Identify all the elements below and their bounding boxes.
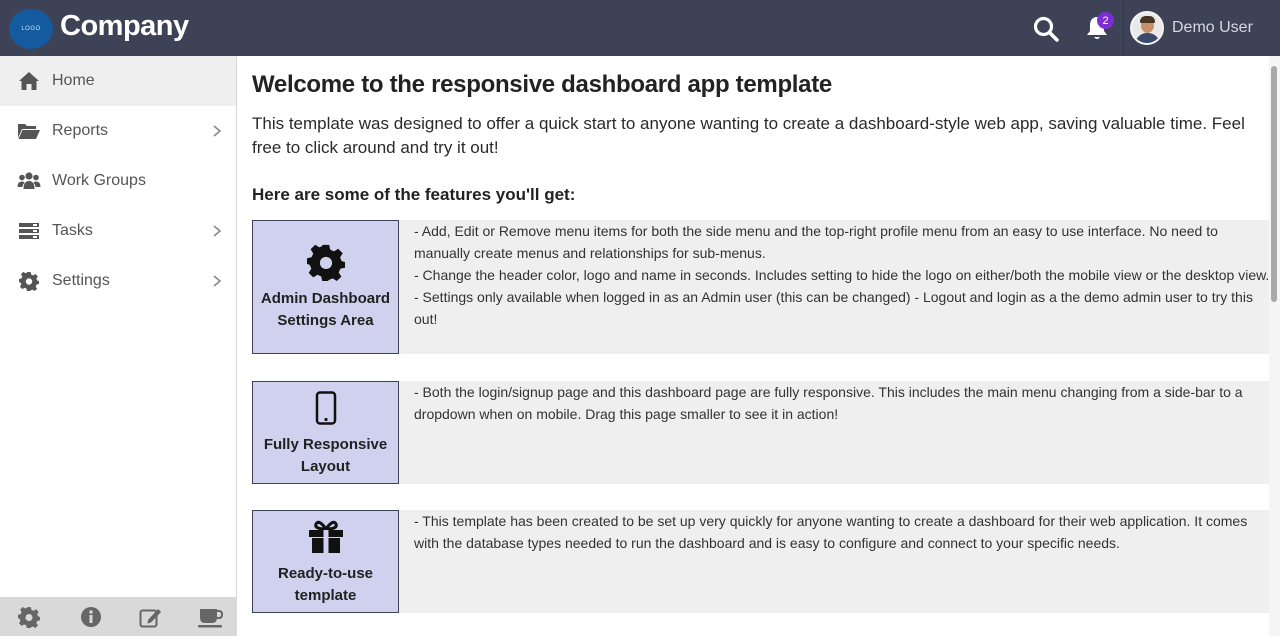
info-icon[interactable] (78, 605, 104, 629)
gift-icon (306, 517, 346, 557)
sidebar-item-label: Settings (52, 272, 110, 289)
sidebar-item-reports[interactable] (0, 106, 236, 156)
gear-icon (306, 242, 346, 282)
chevron-right-icon (211, 274, 223, 288)
sidebar-item-settings[interactable] (0, 256, 236, 306)
feature-row (252, 220, 1269, 354)
intro-text: This template was designed to offer a quick start to anyone wanting to create a dashboard-style web app, saving valuable time. Feel free to click around and try it out! (252, 114, 1245, 157)
feature-row (252, 381, 1269, 484)
feature-line: - Add, Edit or Remove menu items for both the side menu and the top-right profile menu from an easy to use interface. No need to manually create menus and relationships for sub-menus. (414, 223, 1218, 261)
feature-line: - Change the header color, logo and name in seconds. Includes setting to hide the logo on either/both the mobile view or the desktop view. (414, 267, 1269, 283)
home-icon (17, 70, 41, 92)
top-header (0, 0, 1280, 56)
main-scrollbar[interactable] (1269, 56, 1280, 636)
users-icon (17, 170, 41, 192)
mobile-icon (306, 388, 346, 428)
user-name[interactable]: Demo User (1172, 19, 1253, 36)
feature-line: - This template has been created to be set up very quickly for anyone wanting to create a dashboard for their web application. It comes with the database types needed to run the dashboard and is easy to configure and connect to your specific needs. (414, 513, 1248, 551)
sidebar-item-label: Home (52, 72, 95, 89)
gear-icon[interactable] (16, 605, 42, 629)
server-icon (17, 220, 41, 242)
sidebar-item-label: Reports (52, 122, 109, 139)
feature-card-ready-template[interactable] (252, 510, 399, 613)
sidebar-item-work-groups[interactable] (0, 156, 236, 206)
feature-description (414, 220, 1269, 330)
main-content (238, 56, 1269, 636)
chevron-right-icon (211, 124, 223, 138)
page-title: Welcome to the responsive dashboard app template (252, 71, 832, 98)
feature-title: Fully Responsive (263, 435, 388, 453)
chevron-right-icon (211, 224, 223, 238)
search-icon[interactable] (1032, 15, 1060, 43)
sidebar-item-home[interactable] (0, 56, 236, 106)
header-divider (1123, 0, 1124, 56)
feature-title: Layout (300, 457, 351, 475)
feature-card-admin-settings[interactable] (252, 220, 399, 354)
feature-row (252, 510, 1269, 613)
edit-icon[interactable] (138, 605, 164, 629)
feature-line: - Settings only available when logged in as an Admin user (this can be changed) - Logout and login as a the demo admin user to try this out! (414, 289, 1253, 327)
sidebar-item-tasks[interactable] (0, 206, 236, 256)
company-logo[interactable]: LOGO (9, 9, 53, 49)
coffee-icon[interactable] (198, 605, 224, 629)
feature-description (414, 510, 1269, 554)
company-name[interactable]: Company (60, 10, 189, 42)
feature-title: Ready-to-use (277, 564, 374, 582)
feature-title: Settings Area (277, 312, 374, 329)
scrollbar-thumb[interactable] (1271, 66, 1277, 302)
notification-count-badge: 2 (1097, 12, 1114, 29)
feature-title: Admin Dashboard (260, 290, 391, 307)
sidebar-item-label: Tasks (52, 222, 93, 239)
feature-description (414, 381, 1269, 425)
feature-line: - Both the login/signup page and this dashboard page are fully responsive. This includes the main menu changing from a side-bar to a dropdown when on mobile. Drag this page smaller to see it in action! (414, 384, 1243, 422)
sidebar-footer (0, 597, 237, 636)
sidebar (0, 56, 237, 636)
feature-title: template (294, 586, 357, 604)
features-heading: Here are some of the features you'll get: (252, 185, 576, 204)
gear-icon (17, 270, 41, 292)
feature-card-responsive-layout[interactable] (252, 381, 399, 484)
sidebar-item-label: Work Groups (52, 172, 146, 189)
folder-open-icon (17, 120, 41, 142)
avatar[interactable] (1130, 11, 1164, 45)
user-profile-menu[interactable] (1130, 11, 1253, 45)
